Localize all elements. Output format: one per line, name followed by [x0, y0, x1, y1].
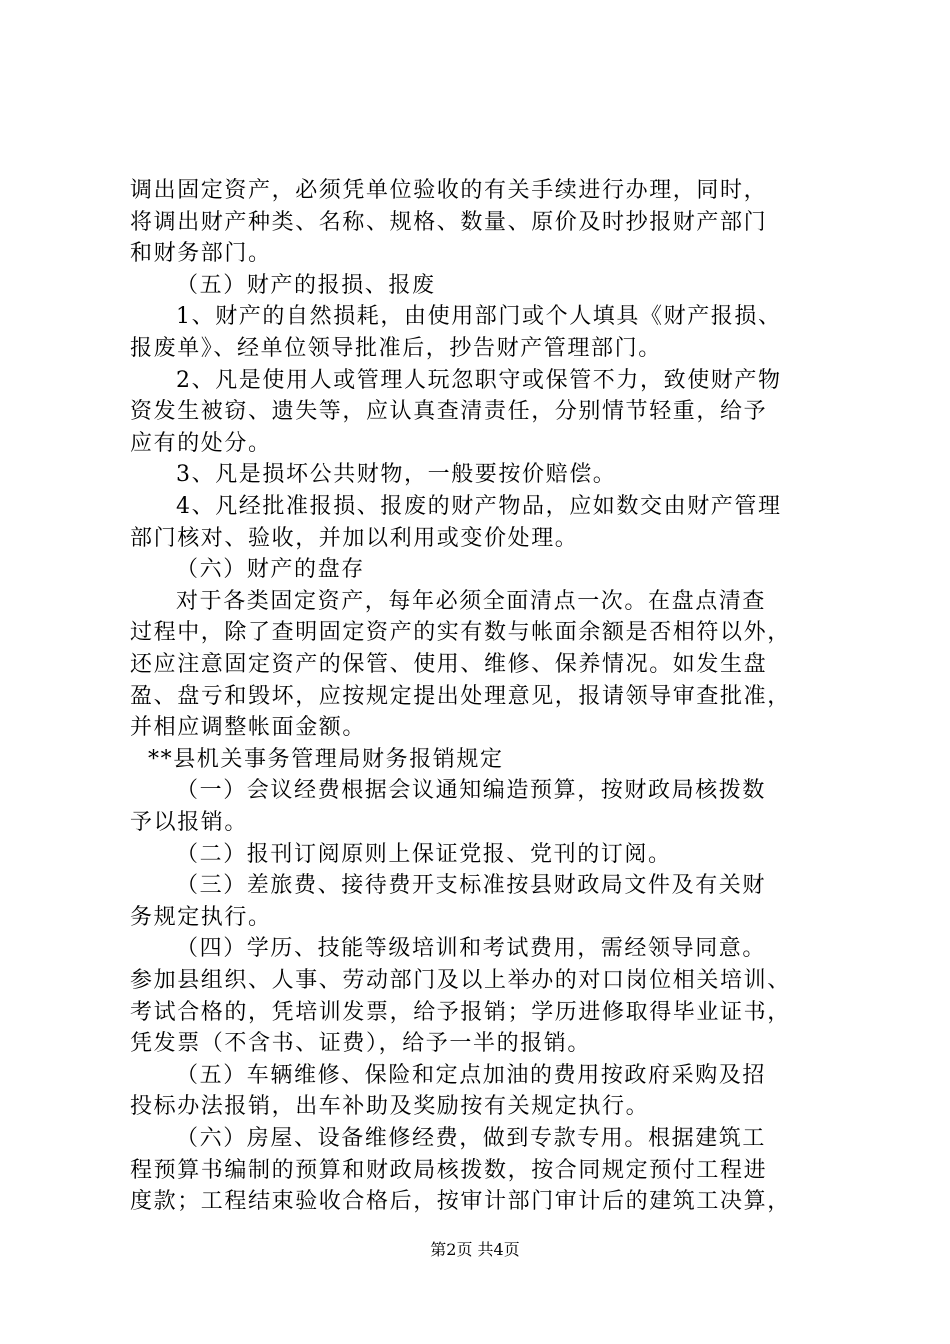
- text-line: 参加县组织、人事、劳动部门及以上举办的对口岗位相关培训、: [130, 968, 791, 993]
- text-line: （三）差旅费、接待费开支标准按县财政局文件及有关财: [176, 873, 767, 899]
- text-line: 调出固定资产，必须凭单位验收的有关手续进行办理，同时，: [130, 178, 768, 203]
- text-line: 将调出财产种类、名称、规格、数量、原价及时抄报财产部门: [130, 209, 768, 235]
- text-line: 过程中，除了查明固定资产的实有数与帐面余额是否相符以外，: [130, 620, 791, 646]
- text-line: 度款；工程结束验收合格后，按审计部门审计后的建筑工决算，: [130, 1189, 791, 1215]
- text-line: 4、凡经批准报损、报废的财产物品，应如数交由财产管理: [176, 494, 782, 519]
- text-line: （六）房屋、设备维修经费，做到专款专用。根据建筑工: [176, 1126, 767, 1151]
- text-line: 和财务部门。: [130, 241, 272, 267]
- text-line: （六）财产的盘存: [176, 557, 365, 583]
- text-line: 凭发票（不含书、证费），给予一半的报销。: [130, 1031, 592, 1057]
- text-line: （二）报刊订阅原则上保证党报、党刊的订阅。: [176, 841, 672, 867]
- text-line: 1、财产的自然损耗，由使用部门或个人填具《财产报损、: [176, 304, 782, 330]
- text-line: 报废单》、经单位领导批准后，抄告财产管理部门。: [130, 336, 662, 361]
- text-line: 3、凡是损坏公共财物，一般要按价赔偿。: [176, 462, 617, 488]
- text-line: 应有的处分。: [130, 430, 272, 456]
- text-line: 资发生被窃、遗失等，应认真查清责任，分别情节轻重，给予: [130, 399, 768, 425]
- text-line: （一）会议经费根据会议通知编造预算，按财政局核拨数: [176, 778, 767, 804]
- text-line: 予以报销。: [130, 810, 249, 835]
- page-footer: 第2页 共4页: [430, 1240, 520, 1259]
- text-line: 程预算书编制的预算和财政局核拨数，按合同规定预付工程进: [130, 1157, 768, 1183]
- text-line: 部门核对、验收，并加以利用或变价处理。: [130, 525, 579, 551]
- text-line: 并相应调整帐面金额。: [130, 715, 367, 741]
- text-line: 还应注意固定资产的保管、使用、维修、保养情况。如发生盘: [130, 652, 768, 677]
- text-line: 投标办法报销，出车补助及奖励按有关规定执行。: [130, 1094, 650, 1120]
- text-line: （五）财产的报损、报废: [176, 272, 436, 298]
- text-line: （四）学历、技能等级培训和考试费用，需经领导同意。: [176, 936, 767, 962]
- text-line: 对于各类固定资产，每年必须全面清点一次。在盘点清查: [176, 588, 767, 614]
- text-line: **县机关事务管理局财务报销规定: [148, 746, 504, 772]
- text-line: 务规定执行。: [130, 904, 272, 930]
- text-line: 考试合格的，凭培训发票，给予报销；学历进修取得毕业证书，: [130, 999, 791, 1025]
- text-line: 2、凡是使用人或管理人玩忽职守或保管不力，致使财产物: [176, 367, 782, 393]
- text-line: 盈、盘亏和毁坏，应按规定提出处理意见，报请领导审查批准，: [130, 683, 791, 709]
- text-line: （五）车辆维修、保险和定点加油的费用按政府采购及招: [176, 1062, 767, 1088]
